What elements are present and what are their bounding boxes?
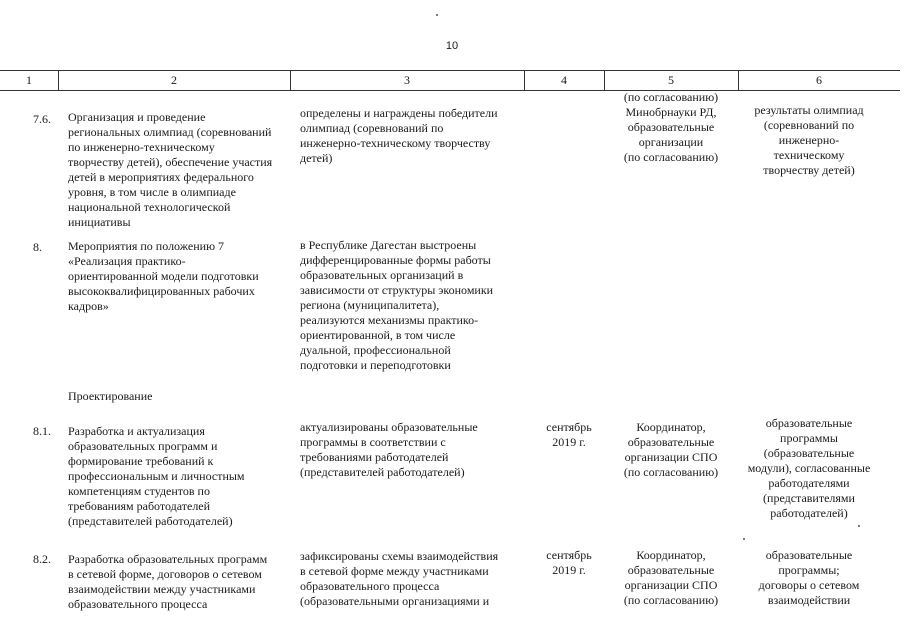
- cell-line: (соревнований по: [763, 118, 855, 132]
- cell-line: дифференцированные формы работы: [300, 253, 491, 267]
- cell-line: кадров»: [68, 299, 109, 313]
- header-col-6: 6: [816, 73, 822, 87]
- cell-line: организации: [638, 135, 704, 149]
- cell-line: 2019 г.: [552, 563, 586, 577]
- cell-line: образовательные: [627, 435, 715, 449]
- cell-line: образовательных организаций в: [300, 268, 464, 282]
- header-col-3: 3: [404, 73, 410, 87]
- cell-line: в сетевой форме между участниками: [300, 564, 489, 578]
- row-number: 8.: [33, 240, 42, 254]
- cell-line: формирование требований к: [68, 454, 214, 468]
- cell-line: компетенциям студентов по: [68, 484, 210, 498]
- cell-line: определены и награждены победители: [300, 106, 498, 120]
- cell-line: творчеству детей), обеспечение участия: [68, 155, 273, 169]
- header-col-5: 5: [668, 73, 674, 87]
- cell-line: по инженерно-техническому: [68, 140, 215, 154]
- cell-line: ориентированной модели подготовки: [68, 269, 259, 283]
- row-number: 8.1.: [33, 424, 51, 438]
- cell-line: результаты олимпиад: [754, 103, 864, 117]
- cell-line: программы;: [778, 563, 840, 577]
- cell-line: дуальной, профессиональной: [300, 343, 451, 357]
- cell-line: взаимодействии: [767, 593, 851, 607]
- cell-line: Разработка образовательных программ: [68, 552, 268, 566]
- cell-line: уровня, в том числе в олимпиаде: [68, 185, 236, 199]
- scan-speck: [743, 538, 745, 540]
- cell-line: подготовки и переподготовки: [300, 358, 451, 372]
- section-heading: Проектирование: [68, 389, 153, 403]
- cell-line: сентябрь: [546, 548, 592, 562]
- cell-line: образовательного процесса: [300, 579, 440, 593]
- cell-line: Координатор,: [636, 420, 706, 434]
- cell-line: в Республике Дагестан выстроены: [300, 238, 477, 252]
- cell-line: «Реализация практико-: [68, 254, 186, 268]
- cell-line: детей в мероприятиях федерального: [68, 170, 254, 184]
- cell-line: программы в соответствии с: [300, 435, 446, 449]
- cell-line: зависимости от структуры экономики: [300, 283, 494, 297]
- cell-line: региона (муниципалитета),: [300, 298, 440, 312]
- header-col-1: 1: [26, 73, 32, 87]
- cell-line: олимпиад (соревнований по: [300, 121, 444, 135]
- cell-line: инженерно-: [778, 133, 840, 147]
- cell-line: творчеству детей): [763, 163, 855, 177]
- cell-line: образовательные: [765, 548, 853, 562]
- cell-line: модули), согласованные: [747, 461, 871, 475]
- cell-line: Минобрнауки РД,: [625, 105, 717, 119]
- scan-speck: [858, 525, 860, 527]
- cell-line: договоры о сетевом: [758, 578, 860, 592]
- cell-line: (представителями: [763, 491, 855, 505]
- cell-line: в сетевой форме, договоров о сетевом: [68, 567, 262, 581]
- header-col-2: 2: [171, 73, 177, 87]
- cell-line: детей): [300, 151, 333, 165]
- cell-line: образовательные: [627, 563, 715, 577]
- cell-line: образовательного процесса: [68, 597, 208, 611]
- cell-line: (образовательными организациями и: [300, 594, 490, 608]
- row-number: 8.2.: [33, 552, 51, 566]
- header-bottom-rule: [0, 90, 900, 91]
- row-number: 7.6.: [33, 112, 51, 126]
- cell-line: требованиями работодателей: [300, 450, 449, 464]
- cell-line: образовательные: [627, 120, 715, 134]
- cell-line: Координатор,: [636, 548, 706, 562]
- cell-line: региональных олимпиад (соревнований: [68, 125, 272, 139]
- cell-line: инженерно-техническому творчеству: [300, 136, 491, 150]
- scan-speck: [436, 14, 438, 16]
- header-top-rule: [0, 70, 900, 71]
- cell-line: Разработка и актуализация: [68, 424, 205, 438]
- cell-line: (представителей работодателей): [68, 514, 233, 528]
- cell-line: работодателями: [768, 476, 850, 490]
- cell-line: национальной технологической: [68, 200, 231, 214]
- cell-line: профессиональным и личностным: [68, 469, 245, 483]
- cell-line: (представителей работодателей): [300, 465, 465, 479]
- cell-line: образовательных программ и: [68, 439, 218, 453]
- cell-line: (по согласованию): [623, 593, 719, 607]
- cell-line: Мероприятия по положению 7: [68, 239, 225, 253]
- cell-line: требованиям работодателей: [68, 499, 211, 513]
- page-number: 10: [445, 40, 459, 52]
- cell-line: Организация и проведение: [68, 110, 206, 124]
- cell-line: взаимодействии между участниками: [68, 582, 256, 596]
- cell-line: (по согласованию): [623, 465, 719, 479]
- cell-line: программы: [780, 431, 838, 445]
- cell-line: 2019 г.: [552, 435, 586, 449]
- cell-line: ориентированной, в том числе: [300, 328, 456, 342]
- cell-line: инициативы: [68, 215, 131, 229]
- cell-line: сентябрь: [546, 420, 592, 434]
- cell-line: высококвалифицированных рабочих: [68, 284, 255, 298]
- cell-line: (по согласованию): [623, 150, 719, 164]
- table-header-row: [0, 70, 905, 90]
- cell-line: организации СПО: [624, 450, 718, 464]
- cell-line: работодателей): [770, 506, 848, 520]
- cell-line: организации СПО: [624, 578, 718, 592]
- cell-line: образовательные: [765, 416, 853, 430]
- table-cell-col5-continuation: (по согласованию): [623, 90, 719, 104]
- cell-line: (образовательные: [763, 446, 855, 460]
- cell-line: техническому: [773, 148, 845, 162]
- cell-line: реализуются механизмы практико-: [300, 313, 479, 327]
- cell-line: зафиксированы схемы взаимодействия: [300, 549, 499, 563]
- header-col-4: 4: [561, 73, 567, 87]
- cell-line: актуализированы образовательные: [300, 420, 478, 434]
